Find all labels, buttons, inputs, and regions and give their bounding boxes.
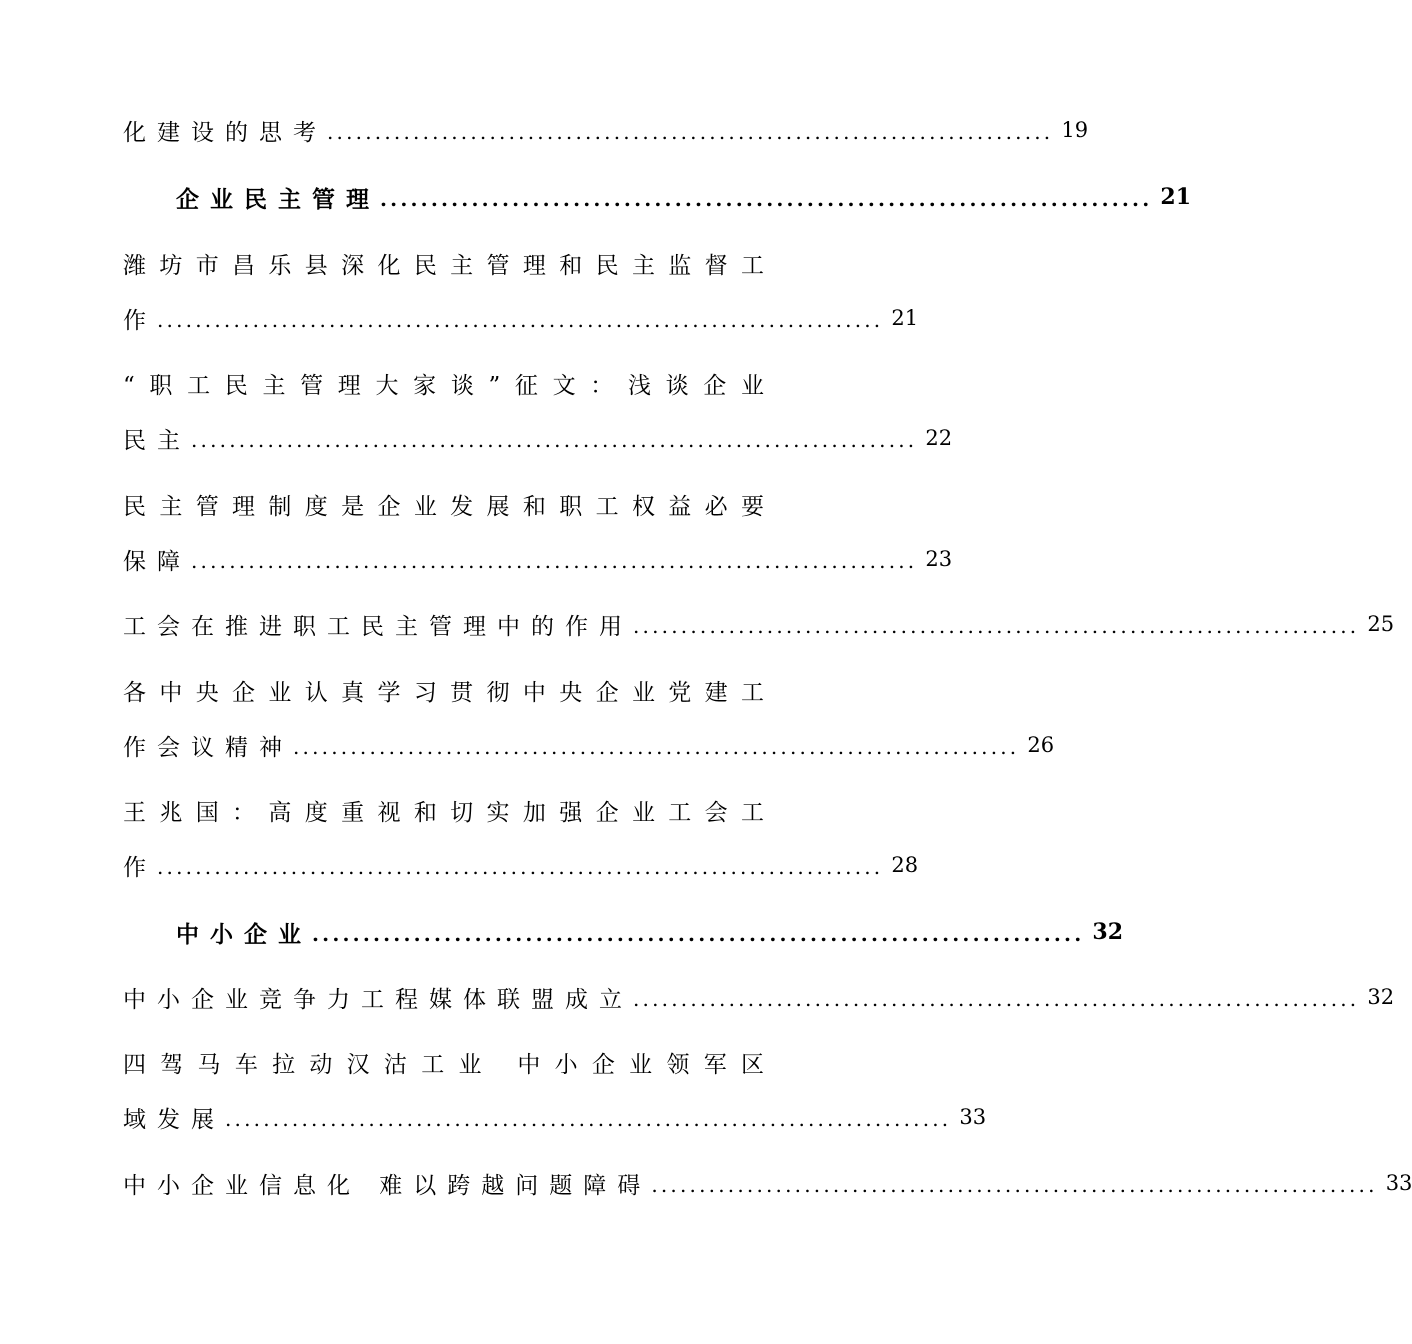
toc-entry-title: 工会在推进职工民主管理中的作用 <box>123 613 633 640</box>
toc-leader-dots: ............................................................................ <box>327 120 1054 144</box>
toc-entry-title: “职工民主管理大家谈”征文：浅谈企业 <box>123 372 775 399</box>
toc-entry-title: 王兆国：高度重视和切实加强企业工会工 <box>123 799 775 826</box>
toc-entry[interactable] <box>123 1163 1412 1203</box>
toc-page-number: 33 <box>959 1105 987 1129</box>
toc-entry-title: 化建设的思考 <box>123 119 327 146</box>
toc-entry[interactable] <box>123 845 919 885</box>
toc-entry-line[interactable] <box>123 484 775 524</box>
toc-leader-dots: ............................................................................ <box>191 428 918 452</box>
toc-entry-title: 民主 <box>123 427 191 454</box>
toc-entry-title: 各中央企业认真学习贯彻中央企业党建工 <box>123 679 775 706</box>
toc-entry-line[interactable] <box>123 363 775 403</box>
toc-page-number: 23 <box>925 547 953 571</box>
toc-leader-dots: ............................................................................ <box>312 922 1085 946</box>
toc-entry[interactable] <box>123 1097 987 1137</box>
toc-entry-title: 作 <box>123 307 157 334</box>
toc-leader-dots: ............................................................................ <box>191 549 918 573</box>
toc-section-heading[interactable] <box>176 912 1124 952</box>
toc-entry-title: 潍坊市昌乐县深化民主管理和民主监督工 <box>123 252 775 279</box>
toc-entry-title: 保障 <box>123 548 191 575</box>
toc-entry-line[interactable] <box>123 670 775 710</box>
toc-entry-line[interactable] <box>123 790 775 830</box>
toc-entry-title: 作 <box>123 854 157 881</box>
toc-page-number: 22 <box>925 426 953 450</box>
toc-section-heading[interactable] <box>176 177 1192 217</box>
toc-page-number: 25 <box>1367 612 1395 636</box>
toc-entry-title: 中小企业竞争力工程媒体联盟成立 <box>123 986 633 1013</box>
toc-entry[interactable] <box>123 418 953 458</box>
toc-section-title: 企业民主管理 <box>176 185 380 213</box>
toc-entry[interactable] <box>123 110 1089 150</box>
toc-entry[interactable] <box>123 977 1395 1017</box>
toc-page-number: 32 <box>1092 919 1124 945</box>
toc-page-number: 21 <box>1160 184 1192 210</box>
toc-leader-dots: ............................................................................ <box>633 987 1360 1011</box>
toc-entry[interactable] <box>123 539 953 579</box>
toc-entry-title: 作会议精神 <box>123 734 293 761</box>
toc-page-number: 19 <box>1061 118 1089 142</box>
toc-entry[interactable] <box>123 298 919 338</box>
toc-leader-dots: ............................................................................ <box>293 735 1020 759</box>
toc-page-number: 33 <box>1385 1171 1412 1195</box>
toc-leader-dots: ............................................................................ <box>380 187 1153 211</box>
toc-entry[interactable] <box>123 604 1395 644</box>
toc-entry[interactable] <box>123 725 1055 765</box>
toc-page-number: 21 <box>891 306 919 330</box>
toc-page-number: 26 <box>1027 733 1055 757</box>
toc-page-number: 32 <box>1367 985 1395 1009</box>
toc-entry-title: 中小企业信息化 难以跨越问题障碍 <box>123 1172 652 1199</box>
toc-entry-title: 四驾马车拉动汉沽工业 中小企业领军区 <box>123 1051 775 1078</box>
toc-leader-dots: ............................................................................ <box>633 614 1360 638</box>
toc-page-number: 28 <box>891 853 919 877</box>
toc-leader-dots: ............................................................................ <box>651 1173 1378 1197</box>
toc-entry-line[interactable] <box>123 243 775 283</box>
toc-leader-dots: ............................................................................ <box>225 1107 952 1131</box>
toc-entry-line[interactable] <box>123 1042 775 1082</box>
toc-leader-dots: ............................................................................ <box>157 855 884 879</box>
toc-entry-title: 民主管理制度是企业发展和职工权益必要 <box>123 493 775 520</box>
toc-leader-dots: ............................................................................ <box>157 308 884 332</box>
toc-entry-title: 域发展 <box>123 1106 225 1133</box>
table-of-contents <box>123 0 1412 1344</box>
toc-section-title: 中小企业 <box>176 920 312 948</box>
